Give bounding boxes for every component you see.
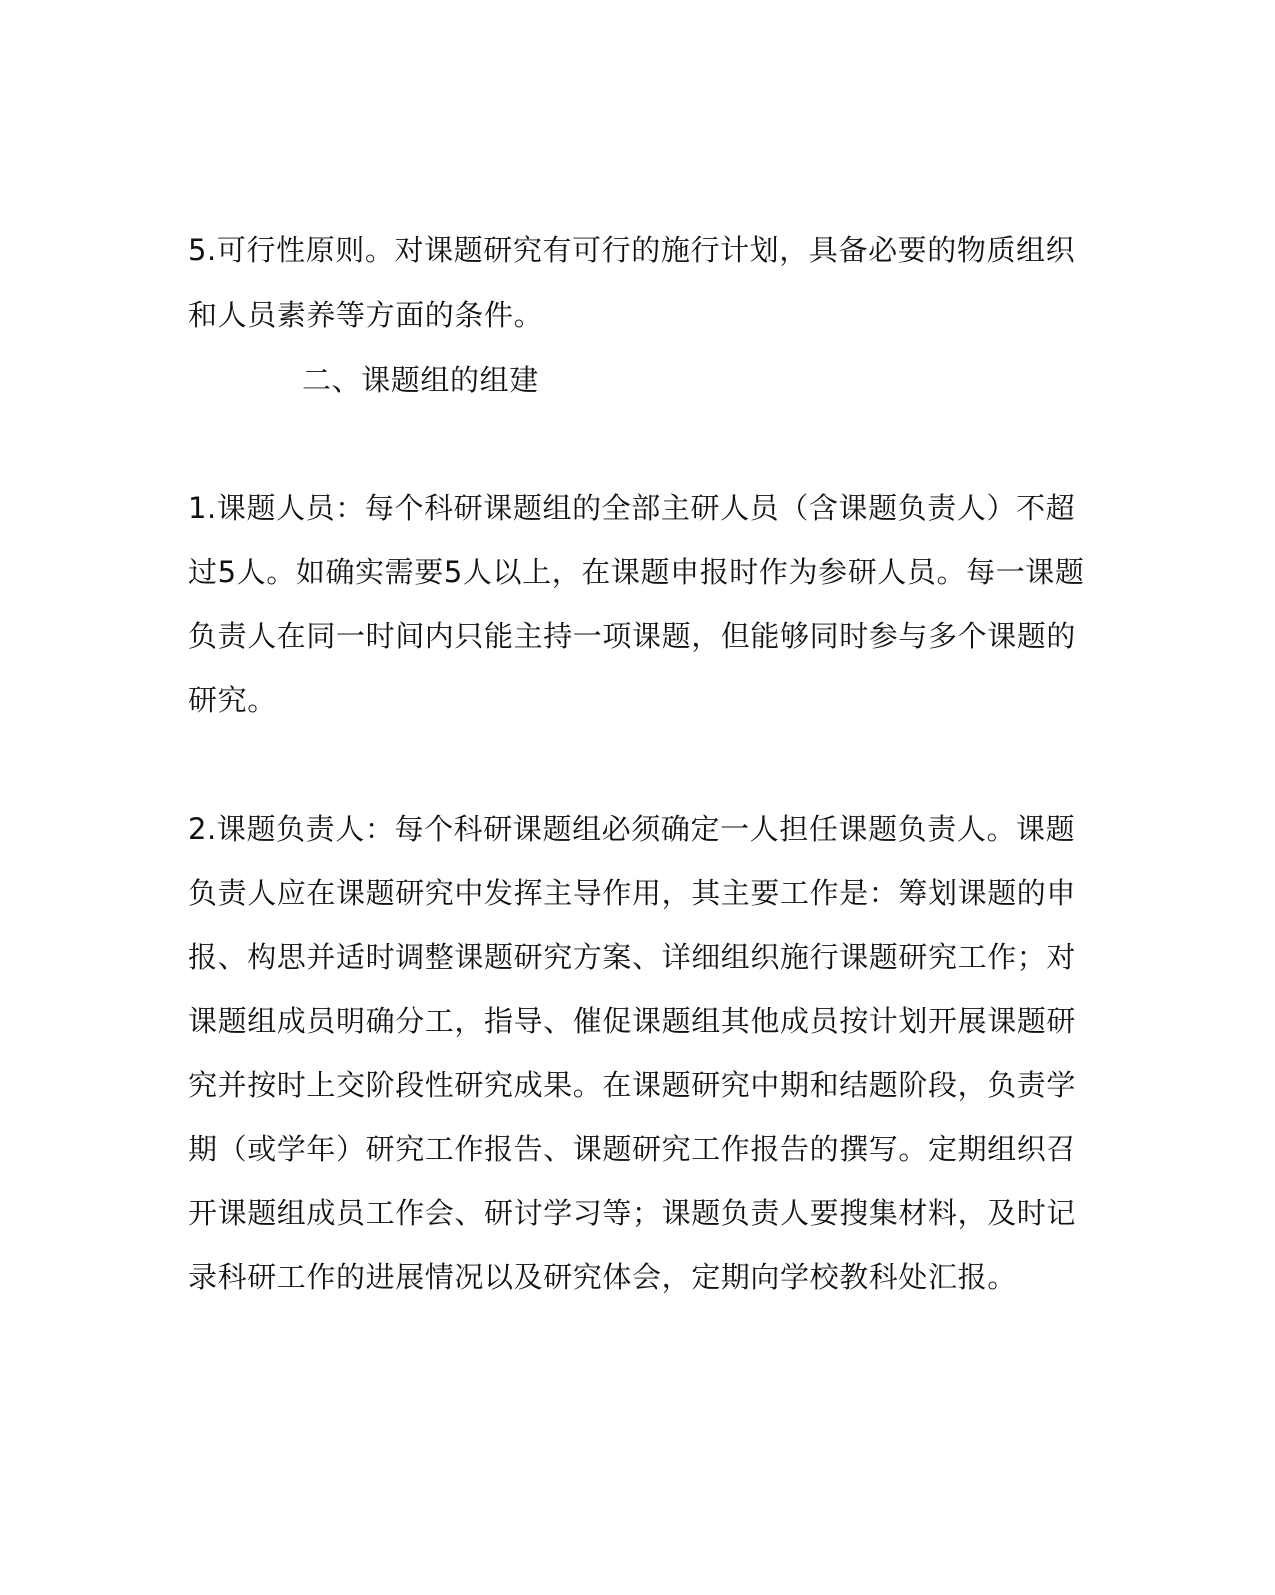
text-line: 5.可行性原则。对课题研究有可行的施行计划，具备必要的物质组织 [188, 233, 1076, 267]
text-line: 究并按时上交阶段性研究成果。在课题研究中期和结题阶段，负责学 [188, 1068, 1077, 1102]
text-line: 过5人。如确实需要5人以上，在课题申报时作为参研人员。每一课题 [188, 555, 1085, 589]
text-line: 课题组成员明确分工，指导、催促课题组其他成员按计划开展课题研 [188, 1004, 1077, 1038]
text-line: 期（或学年）研究工作报告、课题研究工作报告的撰写。定期组织召 [188, 1132, 1077, 1166]
text-line: 负责人应在课题研究中发挥主导作用，其主要工作是：筹划课题的申 [188, 876, 1077, 910]
text-line: 开课题组成员工作会、研讨学习等；课题负责人要搜集材料，及时记 [188, 1196, 1077, 1230]
text-line: 研究。 [188, 683, 277, 717]
text-line: 1.课题人员：每个科研课题组的全部主研人员（含课题负责人）不超 [188, 491, 1076, 525]
text-line: 录科研工作的进展情况以及研究体会，定期向学校教科处汇报。 [188, 1260, 1017, 1294]
text-line: 负责人在同一时间内只能主持一项课题，但能够同时参与多个课题的 [188, 619, 1077, 653]
text-line: 2.课题负责人：每个科研课题组必须确定一人担任课题负责人。课题 [188, 812, 1076, 846]
section-heading: 二、课题组的组建 [302, 363, 539, 397]
text-line: 报、构思并适时调整课题研究方案、详细组织施行课题研究工作；对 [188, 940, 1077, 974]
text-line: 和人员素养等方面的条件。 [188, 298, 544, 332]
